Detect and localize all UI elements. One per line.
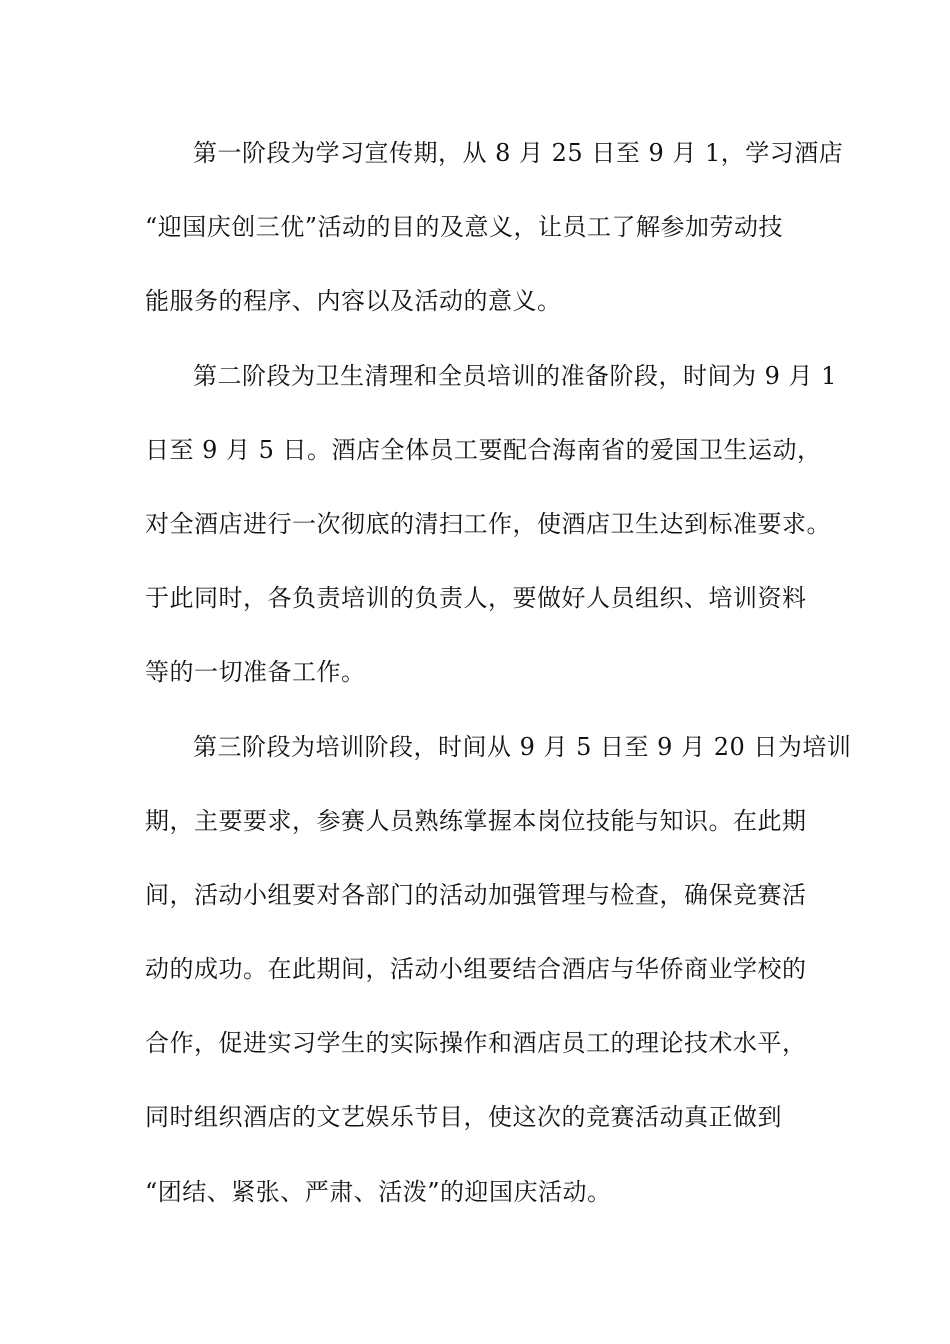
document-body [145, 129, 852, 1242]
paragraph-3-line-5: 合作，促进实习学生的实际操作和酒店员工的理论技术水平， [145, 1029, 807, 1058]
paragraph-2-line-1: 第二阶段为卫生清理和全员培训的准备阶段，时间为 9 月 1 [193, 361, 837, 390]
paragraph-1-line-2: “迎国庆创三优”活动的目的及意义，让员工了解参加劳动技 [145, 213, 784, 242]
paragraph-2-line-4: 于此同时，各负责培训的负责人，要做好人员组织、培训资料 [145, 584, 807, 613]
paragraph-2-line-2: 日至 9 月 5 日。酒店全体员工要配合海南省的爱国卫生运动， [145, 435, 822, 464]
paragraph-1-line-3: 能服务的程序、内容以及活动的意义。 [145, 287, 562, 316]
paragraph-3-line-3: 间，活动小组要对各部门的活动加强管理与检查，确保竞赛活 [145, 880, 807, 909]
paragraph-1-line-1: 第一阶段为学习宣传期，从 8 月 25 日至 9 月 1，学习酒店 [193, 139, 844, 167]
paragraph-2-line-3: 对全酒店进行一次彻底的清扫工作，使酒店卫生达到标准要求。 [145, 509, 831, 538]
paragraph-2-line-5: 等的一切准备工作。 [145, 658, 366, 687]
paragraph-3-line-7: “团结、紧张、严肃、活泼”的迎国庆活动。 [145, 1177, 612, 1206]
paragraph-3-line-6: 同时组织酒店的文艺娱乐节目，使这次的竞赛活动真正做到 [145, 1103, 782, 1132]
paragraph-3-line-4: 动的成功。在此期间，活动小组要结合酒店与华侨商业学校的 [145, 955, 807, 984]
paragraph-3-line-2: 期，主要要求，参赛人员熟练掌握本岗位技能与知识。在此期 [145, 806, 807, 835]
paragraph-3-line-1: 第三阶段为培训阶段，时间从 9 月 5 日至 9 月 20 日为培训 [193, 732, 852, 761]
